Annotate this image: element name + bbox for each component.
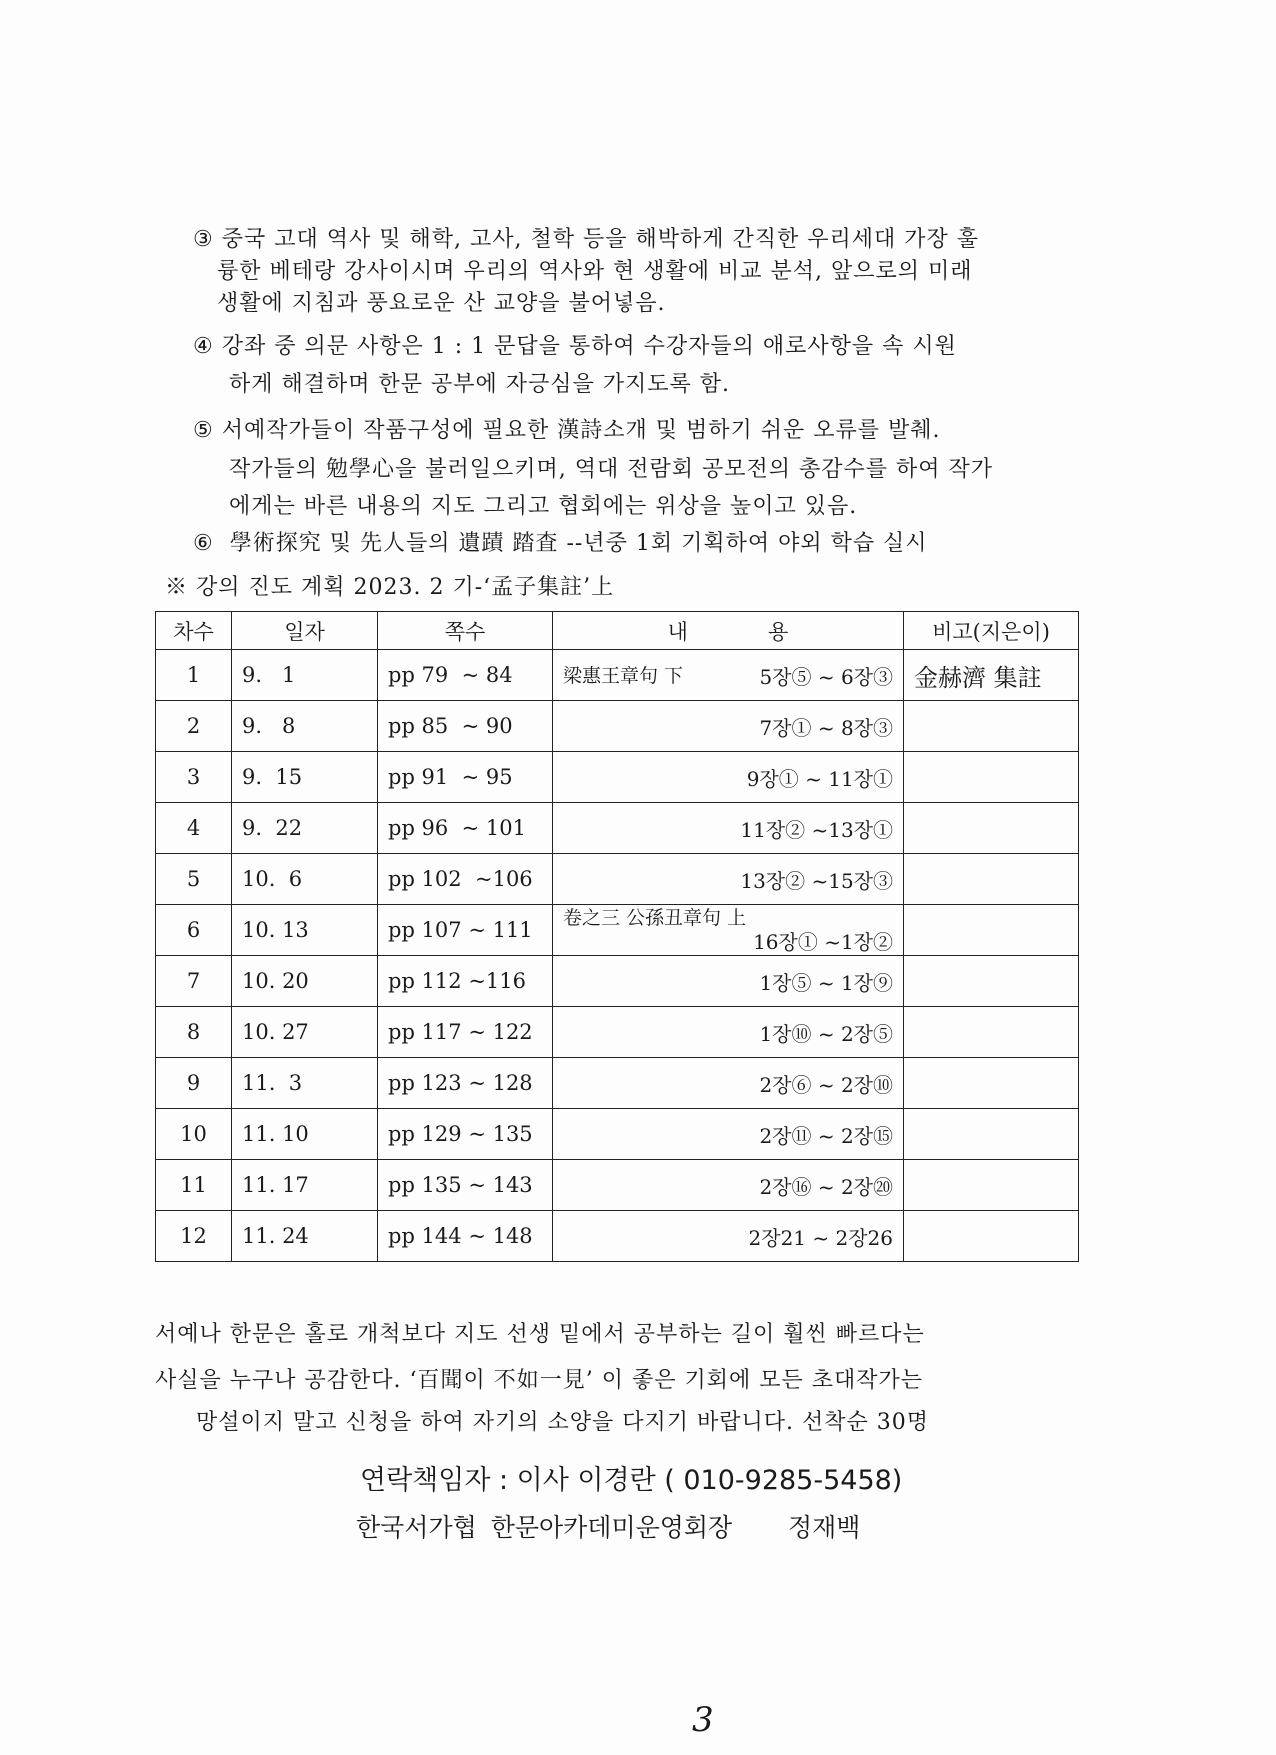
row-content-cell <box>553 650 904 701</box>
item-4 <box>193 328 957 404</box>
row-date-cell: 9. 8 <box>232 701 378 752</box>
table-row <box>156 752 1079 803</box>
closing-line: 사실을 누구나 공감한다. ‘百聞이 不如一見’ 이 좋은 기회에 모든 초대작가는 <box>155 1368 923 1393</box>
row-session-cell: 2 <box>156 701 232 752</box>
signature: 한국서가협 한문아카데미운영회장 정재백 <box>356 1513 861 1542</box>
row-pages-cell: pp 112 ~116 <box>378 956 553 1007</box>
item-line: 륭한 베테랑 강사이시며 우리의 역사와 현 생활에 비교 분석, 앞으로의 미래 <box>217 259 973 284</box>
row-pages-cell: pp 107 ~ 111 <box>378 905 553 956</box>
row-date-cell: 10. 20 <box>232 956 378 1007</box>
row-pages-cell: pp 123 ~ 128 <box>378 1058 553 1109</box>
table-row <box>156 650 1079 701</box>
row-content-cell <box>553 854 904 905</box>
item-line: 중국 고대 역사 및 해학, 고사, 철학 등을 해박하게 간직한 우리세대 가장 훌 <box>221 227 979 252</box>
item-number: ③ <box>193 227 214 252</box>
row-session-cell: 6 <box>156 905 232 956</box>
content-range: 2장21 ~ 2장26 <box>748 1225 893 1250</box>
progress-plan-title: ※ 강의 진도 계획 2023. 2 기-‘孟子集註’上 <box>165 575 615 600</box>
item-number: ④ <box>193 334 214 359</box>
content-range: 1장⑩ ~ 2장⑤ <box>759 1021 893 1046</box>
row-note-cell <box>904 854 1079 905</box>
row-pages-cell: pp 102 ~106 <box>378 854 553 905</box>
row-pages-cell: pp 129 ~ 135 <box>378 1109 553 1160</box>
content-range: 9장① ~ 11장① <box>746 766 893 791</box>
content-chapter-label: 卷之三 公孫丑章句 上 <box>563 907 747 929</box>
row-date-cell: 10. 6 <box>232 854 378 905</box>
item-line: 學術探究 및 先人들의 遺蹟 踏査 --년중 1회 기획하여 야외 학습 실시 <box>229 531 928 556</box>
table-body <box>156 650 1079 1262</box>
table-row <box>156 1007 1079 1058</box>
table-row <box>156 1211 1079 1262</box>
item-line: 생활에 지침과 풍요로운 산 교양을 불어넣음. <box>217 291 666 316</box>
row-session-cell: 10 <box>156 1109 232 1160</box>
row-note-cell <box>904 1007 1079 1058</box>
row-content-cell <box>553 701 904 752</box>
row-content-cell <box>553 1058 904 1109</box>
row-note-cell <box>904 1160 1079 1211</box>
content-range: 2장⑪ ~ 2장⑮ <box>759 1123 893 1148</box>
row-content-cell <box>553 1211 904 1262</box>
row-note-cell <box>904 956 1079 1007</box>
row-note-cell <box>904 701 1079 752</box>
row-note-cell <box>904 803 1079 854</box>
closing-line: 서예나 한문은 홀로 개척보다 지도 선생 밑에서 공부하는 길이 훨씬 빠르다는 <box>155 1322 925 1347</box>
row-date-cell: 9. 15 <box>232 752 378 803</box>
item-3 <box>193 224 979 320</box>
row-note-cell <box>904 752 1079 803</box>
row-date-cell: 10. 27 <box>232 1007 378 1058</box>
row-session-cell: 3 <box>156 752 232 803</box>
row-pages-cell: pp 79 ~ 84 <box>378 650 553 701</box>
page-number: 3 <box>692 1700 714 1740</box>
content-range: 2장⑯ ~ 2장⑳ <box>759 1174 893 1199</box>
row-note-cell <box>904 1058 1079 1109</box>
row-note-cell: 金赫濟 集註 <box>904 650 1079 701</box>
row-date-cell: 9. 1 <box>232 650 378 701</box>
header-pages: 쪽수 <box>378 612 553 650</box>
item-number: ⑤ <box>193 418 214 443</box>
table-header-row <box>156 612 1079 650</box>
table-row <box>156 854 1079 905</box>
row-date-cell: 9. 22 <box>232 803 378 854</box>
table-row <box>156 1109 1079 1160</box>
row-content-cell <box>553 956 904 1007</box>
row-pages-cell: pp 117 ~ 122 <box>378 1007 553 1058</box>
table-row <box>156 905 1079 956</box>
header-session: 차수 <box>156 612 232 650</box>
row-date-cell: 11. 10 <box>232 1109 378 1160</box>
row-session-cell: 4 <box>156 803 232 854</box>
content-range: 16장① ~1장② <box>753 930 893 954</box>
schedule-table <box>155 611 1079 1262</box>
row-pages-cell: pp 135 ~ 143 <box>378 1160 553 1211</box>
item-line: 하게 해결하며 한문 공부에 자긍심을 가지도록 함. <box>229 372 730 397</box>
table-row <box>156 1160 1079 1211</box>
content-range: 11장② ~13장① <box>740 817 893 842</box>
contact-person: 연락책임자 : 이사 이경란 ( 010-9285-5458) <box>360 1465 903 1496</box>
header-note: 비고(지은이) <box>904 612 1079 650</box>
item-5 <box>193 412 993 524</box>
row-date-cell: 11. 17 <box>232 1160 378 1211</box>
row-date-cell: 10. 13 <box>232 905 378 956</box>
row-date-cell: 11. 24 <box>232 1211 378 1262</box>
row-session-cell: 7 <box>156 956 232 1007</box>
row-note-cell <box>904 1211 1079 1262</box>
row-content-cell <box>553 905 904 956</box>
row-session-cell: 8 <box>156 1007 232 1058</box>
row-content-cell <box>553 803 904 854</box>
row-content-cell <box>553 1109 904 1160</box>
item-line: 에게는 바른 내용의 지도 그리고 협회에는 위상을 높이고 있음. <box>229 494 858 519</box>
content-range: 5장⑤ ~ 6장③ <box>759 664 893 689</box>
content-range: 2장⑥ ~ 2장⑩ <box>759 1072 893 1097</box>
row-pages-cell: pp 91 ~ 95 <box>378 752 553 803</box>
row-session-cell: 9 <box>156 1058 232 1109</box>
item-line: 강좌 중 의문 사항은 1 : 1 문답을 통하여 수강자들의 애로사항을 속 시원 <box>221 334 957 359</box>
table-row <box>156 1058 1079 1109</box>
header-date: 일자 <box>232 612 378 650</box>
item-6 <box>193 528 928 560</box>
table-row <box>156 956 1079 1007</box>
content-range: 1장⑤ ~ 1장⑨ <box>759 970 893 995</box>
row-session-cell: 1 <box>156 650 232 701</box>
item-line: 서예작가들이 작품구성에 필요한 漢詩소개 및 범하기 쉬운 오류를 발췌. <box>221 418 941 443</box>
row-pages-cell: pp 96 ~ 101 <box>378 803 553 854</box>
row-content-cell <box>553 752 904 803</box>
row-pages-cell: pp 144 ~ 148 <box>378 1211 553 1262</box>
header-content: 내 용 <box>553 612 904 650</box>
row-note-cell <box>904 1109 1079 1160</box>
item-number: ⑥ <box>193 531 214 556</box>
row-note-cell <box>904 905 1079 956</box>
table-row <box>156 701 1079 752</box>
content-range: 13장② ~15장③ <box>740 868 893 893</box>
row-session-cell: 12 <box>156 1211 232 1262</box>
content-chapter-label: 梁惠王章句 下 <box>563 664 684 687</box>
row-session-cell: 5 <box>156 854 232 905</box>
row-content-cell <box>553 1160 904 1211</box>
content-range: 7장① ~ 8장③ <box>759 715 893 740</box>
row-content-cell <box>553 1007 904 1058</box>
row-pages-cell: pp 85 ~ 90 <box>378 701 553 752</box>
row-date-cell: 11. 3 <box>232 1058 378 1109</box>
closing-line: 망설이지 말고 신청을 하여 자기의 소양을 다지기 바랍니다. 선착순 30명 <box>196 1410 929 1435</box>
table-row <box>156 803 1079 854</box>
item-line: 작가들의 勉學心을 불러일으키며, 역대 전람회 공모전의 총감수를 하여 작가 <box>229 457 993 482</box>
row-session-cell: 11 <box>156 1160 232 1211</box>
